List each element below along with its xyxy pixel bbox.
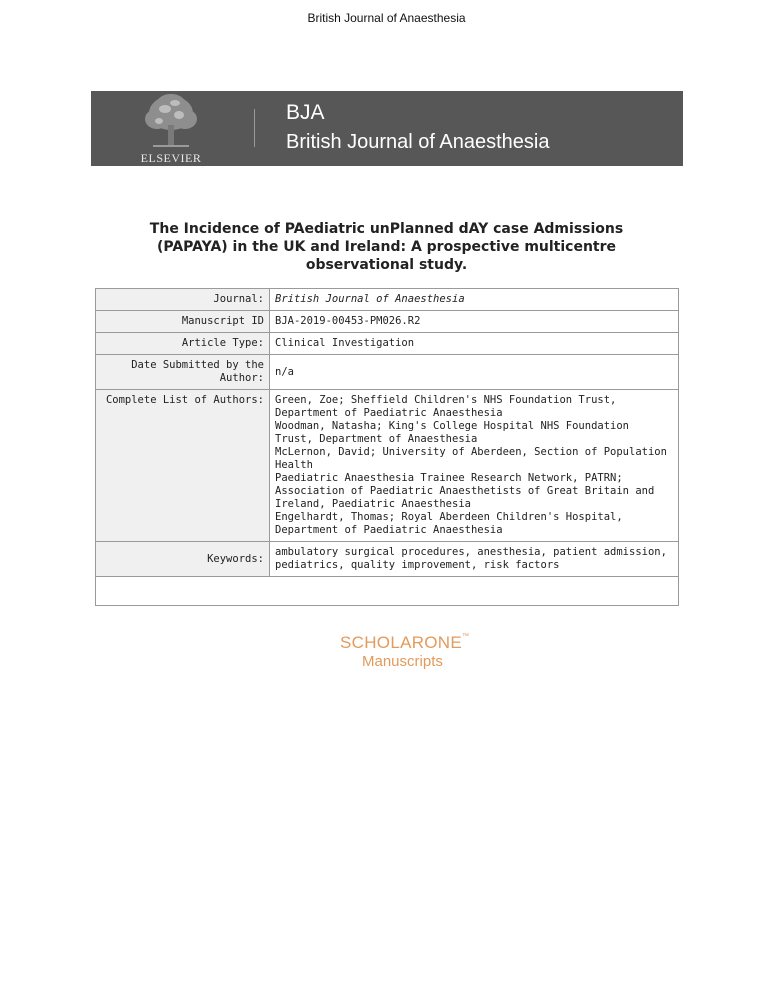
empty-cell bbox=[96, 577, 679, 606]
keywords-value: ambulatory surgical procedures, anesthesia, patient admission, pediatrics, quality improvement, risk factors bbox=[270, 542, 679, 577]
author-entry: Woodman, Natasha; King's College Hospital NHS Foundation Trust, Department of Anaesthesia bbox=[275, 420, 630, 445]
date-submitted-value: n/a bbox=[270, 355, 679, 390]
keywords-row bbox=[96, 542, 679, 577]
author-entry: Paediatric Anaesthesia Trainee Research Network, PATRN; Association of Paediatric Anaesthetists of Great Britain and Ireland, Paediatric Anaesthesia bbox=[275, 472, 655, 510]
date-submitted-row bbox=[96, 355, 679, 390]
manuscript-id-label: Manuscript ID bbox=[96, 311, 270, 333]
author-entry: Engelhardt, Thomas; Royal Aberdeen Children's Hospital, Department of Paediatric Anaesthesia bbox=[275, 511, 623, 536]
authors-row bbox=[96, 390, 679, 542]
date-submitted-label: Date Submitted by the Author: bbox=[96, 355, 270, 390]
running-header: British Journal of Anaesthesia bbox=[307, 11, 466, 25]
scholarone-product: Manuscripts bbox=[362, 653, 443, 670]
article-type-label: Article Type: bbox=[96, 333, 270, 355]
journal-value: British Journal of Anaesthesia bbox=[270, 289, 679, 311]
publisher-name: ELSEVIER bbox=[140, 151, 202, 165]
authors-value bbox=[270, 390, 679, 542]
journal-banner bbox=[91, 91, 683, 166]
author-entry: Green, Zoe; Sheffield Children's NHS Foundation Trust, Department of Paediatric Anaesthesia bbox=[275, 394, 617, 419]
keywords-label: Keywords: bbox=[96, 542, 270, 577]
manuscript-details-table bbox=[95, 288, 679, 606]
article-title: The Incidence of PAediatric unPlanned dAY case Admissions (PAPAYA) in the UK and Ireland: A prospective multicentre observational study. bbox=[149, 221, 624, 273]
trademark-symbol: ™ bbox=[462, 633, 470, 640]
empty-row bbox=[96, 577, 679, 606]
article-type-row bbox=[96, 333, 679, 355]
authors-label: Complete List of Authors: bbox=[96, 390, 270, 542]
manuscript-id-value: BJA-2019-00453-PM026.R2 bbox=[270, 311, 679, 333]
journal-abbreviation: BJA bbox=[286, 101, 325, 124]
banner-divider bbox=[254, 109, 255, 147]
author-entry: McLernon, David; University of Aberdeen, Section of Population Health bbox=[275, 446, 667, 471]
scholarone-logo bbox=[340, 633, 469, 670]
journal-row bbox=[96, 289, 679, 311]
journal-name: British Journal of Anaesthesia bbox=[286, 131, 550, 153]
scholarone-brand: SCHOLARONE bbox=[340, 633, 463, 652]
article-type-value: Clinical Investigation bbox=[270, 333, 679, 355]
manuscript-id-row bbox=[96, 311, 679, 333]
elsevier-logo bbox=[135, 91, 207, 166]
journal-label: Journal: bbox=[96, 289, 270, 311]
